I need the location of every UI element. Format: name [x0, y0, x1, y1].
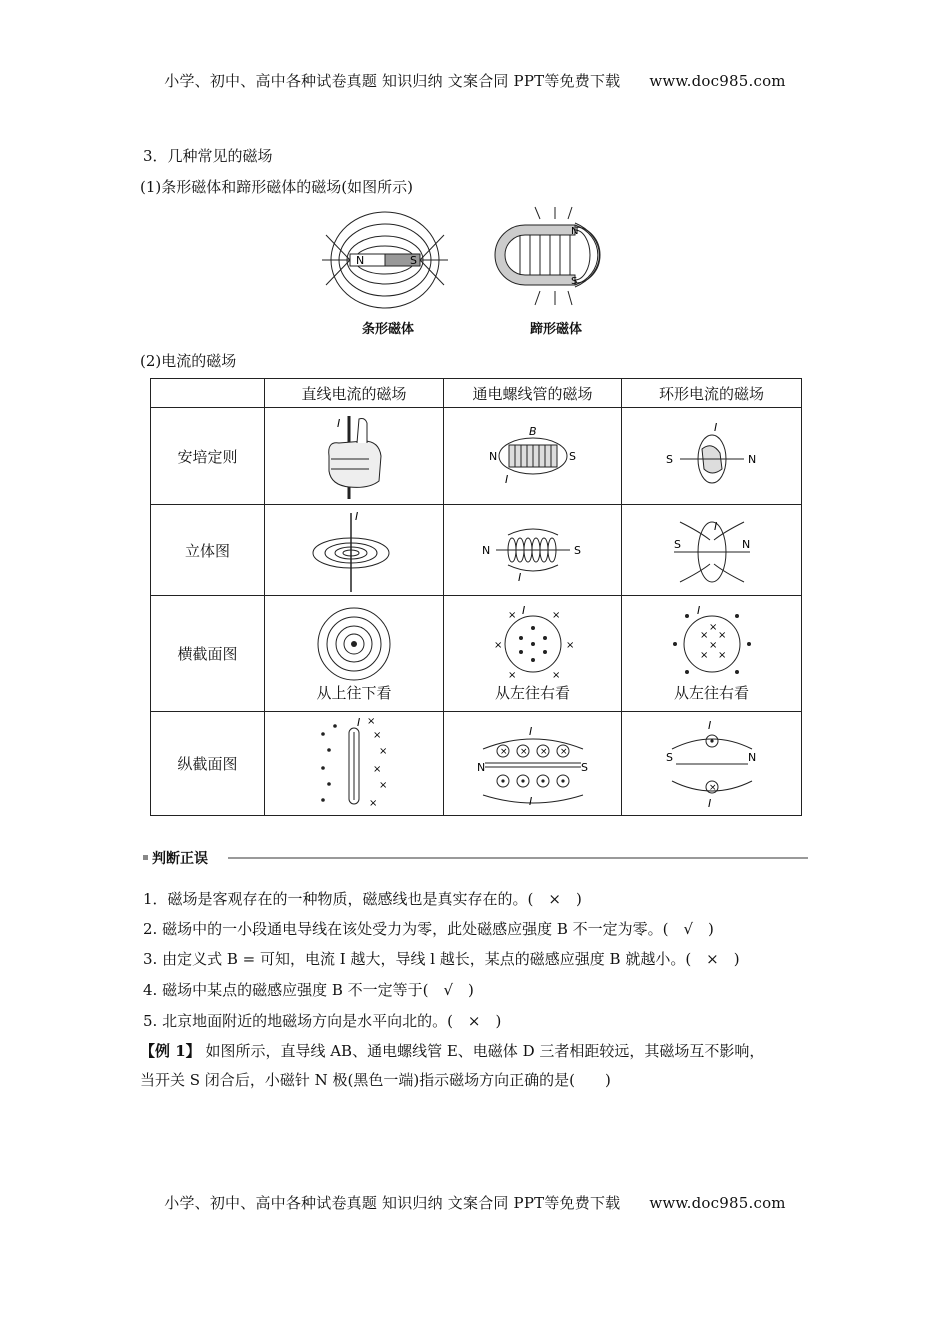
svg-text:×: ×	[565, 640, 574, 651]
question-2: 2. 磁场中的一小段通电导线在该处受力为零，此处磁感应强度 B 不一定为零。( √ )	[143, 920, 714, 938]
table-row	[151, 596, 802, 712]
solenoid-long-icon	[473, 719, 593, 809]
solenoid-cross-icon	[488, 604, 578, 684]
bar-magnet-figure	[320, 205, 450, 310]
svg-text:×: ×	[499, 746, 508, 757]
section-divider	[228, 857, 808, 859]
svg-text:×: ×	[373, 764, 382, 775]
solenoid-i-label: I	[504, 473, 508, 486]
sol3d-i-label: I	[517, 571, 521, 584]
solenoid-ampere-cell	[444, 408, 622, 505]
solenoid-cross-caption: 从左往右看	[494, 684, 570, 702]
right-hand-loop-icon	[662, 419, 762, 494]
right-hand-straight-icon	[309, 411, 399, 501]
judge-title: 判断正误	[152, 851, 208, 867]
loop-n-label: N	[747, 452, 756, 466]
table-header-empty	[151, 379, 265, 408]
footer-text: 小学、初中、高中各种试卷真题 知识归纳 文案合同 PPT等免费下载	[164, 1194, 621, 1212]
straight3d-i-label: I	[355, 509, 359, 523]
header-text: 小学、初中、高中各种试卷真题 知识归纳 文案合同 PPT等免费下载	[164, 72, 621, 90]
svg-text:×: ×	[717, 630, 726, 641]
svg-text:×: ×	[507, 670, 516, 681]
svg-text:×: ×	[507, 610, 516, 621]
bar-s-label: S	[410, 254, 417, 267]
row-label-3d: 立体图	[151, 505, 265, 596]
sollong-s-label: S	[580, 760, 588, 774]
section-title: 3．几种常见的磁场	[143, 147, 273, 165]
svg-text:×: ×	[551, 610, 560, 621]
current-field-table	[150, 378, 802, 816]
table-header-row	[151, 379, 802, 408]
straight-cross-cell	[265, 596, 444, 712]
loopcross-i-label: I	[696, 604, 700, 617]
bar-magnet-caption: 条形磁体	[362, 322, 415, 337]
row-label-ampere: 安培定则	[151, 408, 265, 505]
horseshoe-magnet-caption: 蹄形磁体	[530, 322, 583, 337]
svg-text:×: ×	[699, 630, 708, 641]
loop3d-n-label: N	[741, 538, 750, 551]
table-row	[151, 408, 802, 505]
footer-url[interactable]: www.doc985.com	[649, 1194, 786, 1212]
loop-i-label: I	[713, 420, 717, 434]
table-row	[151, 712, 802, 816]
solenoid-3d-cell	[444, 505, 622, 596]
sollong-i2-label: I	[528, 794, 532, 808]
straight-i-label: I	[337, 417, 341, 430]
horseshoe-n-label: N	[571, 226, 579, 237]
table-row	[151, 505, 802, 596]
table-header-straight: 直线电流的磁场	[265, 379, 444, 408]
question-5: 5. 北京地面附近的地磁场方向是水平向北的。( × )	[143, 1012, 502, 1030]
solenoid-s-label: S	[568, 450, 576, 463]
sol3d-s-label: S	[573, 544, 581, 557]
loop-3d-cell	[622, 505, 802, 596]
solenoid-b-label: B	[528, 425, 537, 438]
bar-n-label: N	[356, 254, 365, 267]
svg-text:×: ×	[369, 798, 378, 809]
sollong-n-label: N	[476, 760, 485, 774]
loop-long-cell	[622, 712, 802, 816]
table-header-loop: 环形电流的磁场	[622, 379, 802, 408]
example-tag: 【例 1】	[140, 1042, 201, 1060]
svg-text:×: ×	[551, 670, 560, 681]
looplong-n-label: N	[747, 750, 756, 764]
horseshoe-s-label: S	[571, 276, 578, 287]
section-marker	[143, 855, 148, 860]
looplong-i1-label: I	[707, 718, 711, 732]
solcross-i-label: I	[521, 604, 525, 617]
looplong-s-label: S	[665, 750, 673, 764]
row-label-long: 纵截面图	[151, 712, 265, 816]
sollong-i1-label: I	[528, 724, 532, 738]
row-label-cross: 横截面图	[151, 596, 265, 712]
svg-text:×: ×	[699, 650, 708, 661]
straight-3d-icon	[309, 508, 399, 593]
loop-3d-icon	[662, 510, 762, 590]
loop-ampere-cell	[622, 408, 802, 505]
looplong-i2-label: I	[707, 796, 711, 809]
solenoid-cross-cell	[444, 596, 622, 712]
svg-text:×: ×	[708, 640, 717, 651]
solenoid-n-label: N	[488, 450, 497, 463]
straightlong-i-label: I	[357, 716, 361, 729]
question-4: 4. 磁场中某点的磁感应强度 B 不一定等于( √ )	[143, 981, 474, 999]
svg-text:×: ×	[519, 746, 528, 757]
horseshoe-magnet-figure	[480, 205, 640, 310]
svg-text:×: ×	[708, 782, 717, 793]
example-text-1: 如图所示，直导线 AB、通电螺线管 E、电磁体 D 三者相距较远，其磁场互不影响，	[205, 1042, 765, 1060]
right-hand-solenoid-icon	[483, 421, 583, 491]
svg-text:×: ×	[379, 780, 388, 791]
straight-cross-icon	[314, 604, 394, 684]
question-1: 1．磁场是客观存在的一种物质，磁感线也是真实存在的。( × )	[143, 890, 582, 908]
straight-cross-caption: 从上往下看	[316, 684, 392, 702]
loop-s-label: S	[665, 452, 673, 466]
loop3d-i-label: I	[713, 520, 717, 533]
svg-text:×: ×	[379, 746, 388, 757]
question-3: 3. 由定义式 B = 可知，电流 I 越大，导线 l 越长，某点的磁感应强度 B 就越小。( × )	[143, 950, 740, 968]
example-line-2: 当开关 S 闭合后，小磁针 N 极(黑色一端)指示磁场方向正确的是( )	[140, 1071, 611, 1089]
table-header-solenoid: 通电螺线管的磁场	[444, 379, 622, 408]
solenoid-long-cell	[444, 712, 622, 816]
straight-long-icon	[309, 716, 399, 811]
svg-text:×: ×	[493, 640, 502, 651]
svg-text:×: ×	[539, 746, 548, 757]
subsection-2: (2)电流的磁场	[140, 352, 237, 370]
loop-cross-icon	[667, 604, 757, 684]
loop-cross-cell	[622, 596, 802, 712]
straight-long-cell	[265, 712, 444, 816]
page-footer	[0, 1192, 950, 1213]
loop-long-icon	[662, 719, 762, 809]
straight-ampere-cell	[265, 408, 444, 505]
straight-3d-cell	[265, 505, 444, 596]
svg-text:×: ×	[367, 716, 376, 727]
loop-cross-caption: 从左往右看	[673, 684, 749, 702]
loop3d-s-label: S	[673, 538, 681, 551]
svg-text:×: ×	[717, 650, 726, 661]
page-header	[0, 70, 950, 91]
example-line-1	[140, 1040, 764, 1061]
subsection-1: (1)条形磁体和蹄形磁体的磁场(如图所示)	[140, 178, 413, 196]
solenoid-3d-icon	[478, 515, 588, 585]
svg-text:×: ×	[708, 622, 717, 633]
sol3d-n-label: N	[481, 544, 490, 557]
svg-text:×: ×	[373, 730, 382, 741]
header-url[interactable]: www.doc985.com	[649, 72, 786, 90]
svg-text:×: ×	[559, 746, 568, 757]
